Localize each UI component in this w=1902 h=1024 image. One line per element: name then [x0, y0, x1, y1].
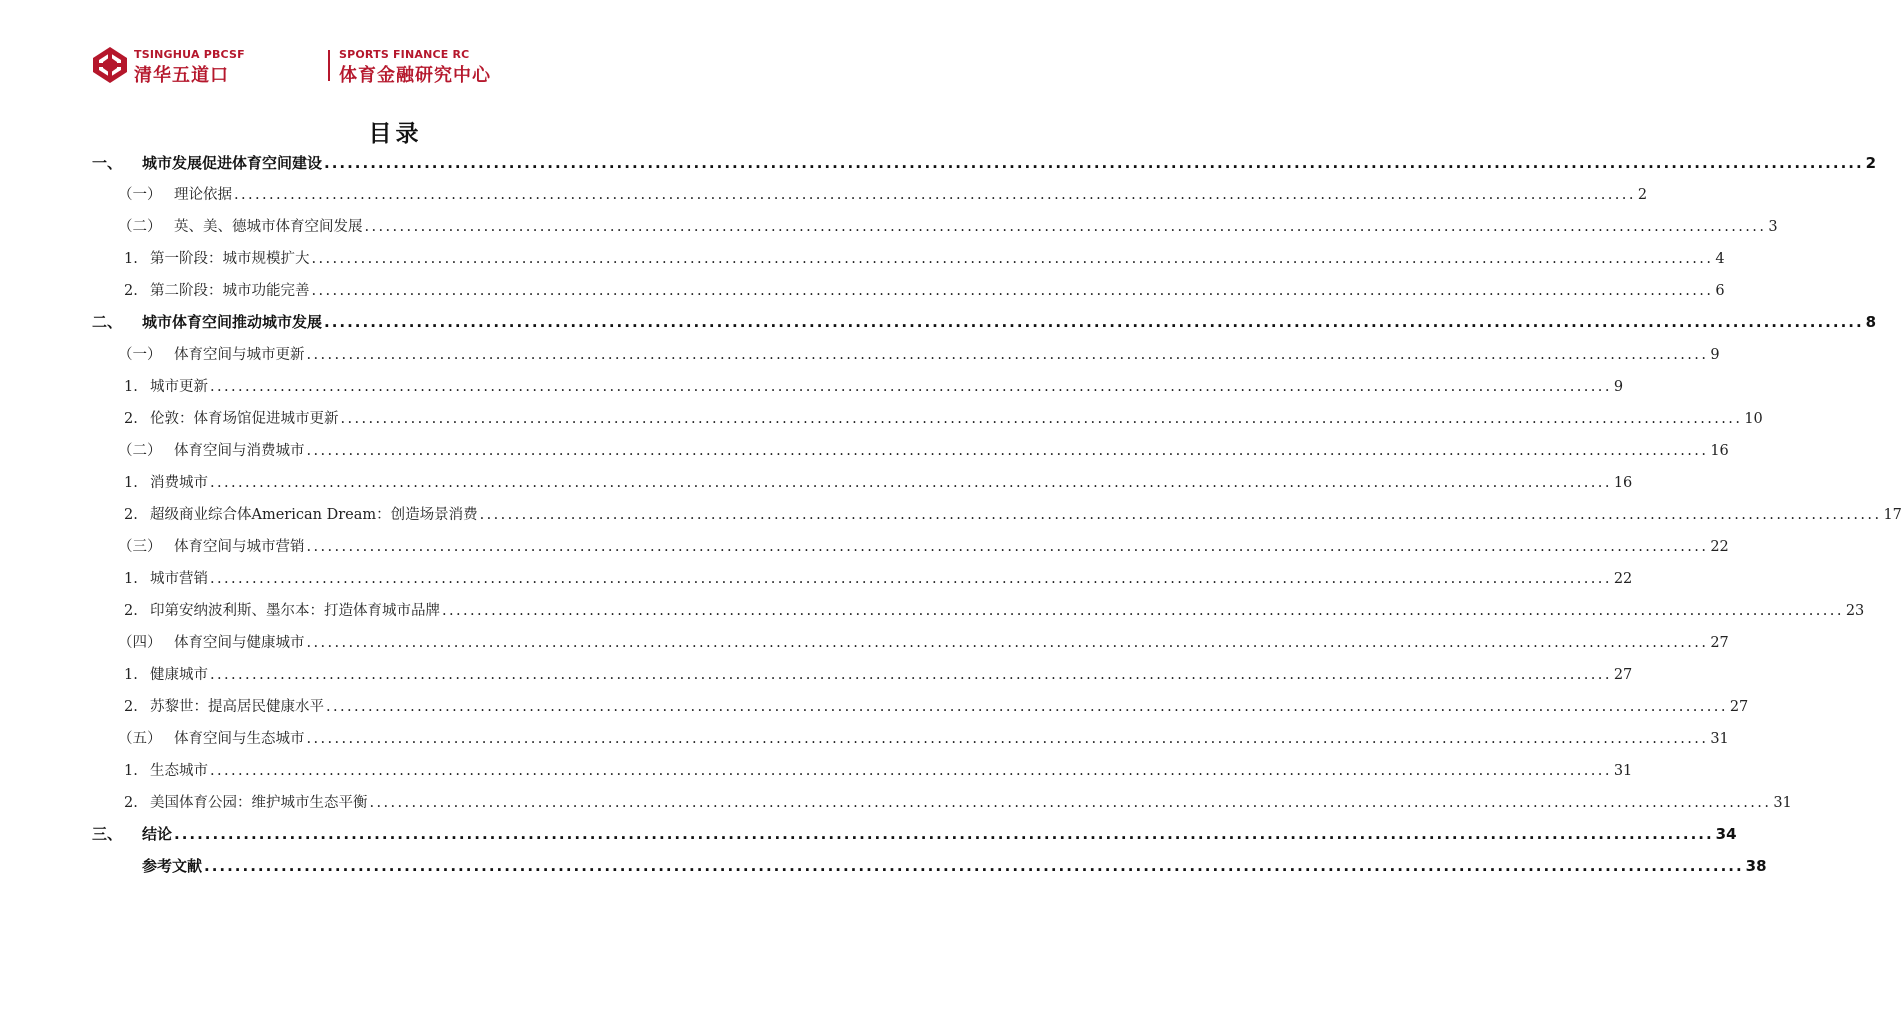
- toc-entry[interactable]: [92, 311, 1877, 333]
- toc-entry[interactable]: [124, 503, 1902, 525]
- toc-entry[interactable]: [92, 855, 1767, 877]
- toc-entry-label: [124, 791, 368, 812]
- center-chinese-name: 体育金融研究中心: [339, 65, 491, 86]
- toc-leader-dots: ........................................................................................................................................................................................................: [324, 313, 1864, 331]
- toc-entry-number: （二）: [118, 219, 162, 235]
- toc-page-number: 2: [1865, 154, 1877, 172]
- toc-entry-label: [118, 343, 305, 364]
- toc-entry[interactable]: [118, 343, 1720, 365]
- toc-entry-label: [124, 375, 208, 396]
- toc-entry[interactable]: [124, 791, 1792, 813]
- toc-leader-dots: ........................................................................................................................................................................................................: [326, 699, 1728, 715]
- toc-page-number: 17: [1883, 507, 1902, 523]
- toc-page-number: 27: [1613, 667, 1633, 683]
- toc-entry[interactable]: [92, 152, 1877, 174]
- brand-english-name: TSINGHUA PBCSF: [134, 48, 245, 61]
- toc-leader-dots: ........................................................................................................................................................................................................: [442, 603, 1844, 619]
- toc-entry[interactable]: [124, 407, 1763, 429]
- toc-page-number: 8: [1865, 313, 1877, 331]
- toc-entry-number: （一）: [118, 347, 162, 363]
- toc-page-number: 38: [1745, 857, 1767, 875]
- toc-entry-label: [118, 439, 305, 460]
- toc-page-number: 23: [1845, 603, 1865, 619]
- toc-page-number: 9: [1710, 347, 1720, 363]
- toc-entry-text: 超级商业综合体American Dream：创造场景消费: [150, 507, 478, 523]
- toc-page-number: 4: [1715, 251, 1725, 267]
- toc-leader-dots: ........................................................................................................................................................................................................: [234, 187, 1636, 203]
- toc-entry-number: 1.: [124, 475, 138, 491]
- toc-leader-dots: ........................................................................................................................................................................................................: [311, 251, 1714, 267]
- toc-entry-number: 2.: [124, 507, 138, 523]
- toc-entry-text: 英、美、德城市体育空间发展: [174, 219, 363, 235]
- toc-entry-number: 1.: [124, 667, 138, 683]
- toc-leader-dots: ........................................................................................................................................................................................................: [340, 411, 1743, 427]
- toc-leader-dots: ........................................................................................................................................................................................................: [210, 763, 1612, 779]
- toc-leader-dots: ........................................................................................................................................................................................................: [174, 825, 1714, 843]
- toc-leader-dots: ........................................................................................................................................................................................................: [479, 507, 1882, 523]
- toc-page-number: 9: [1613, 379, 1624, 395]
- toc-entry-number: 2.: [124, 283, 138, 299]
- toc-entry-label: [118, 727, 305, 748]
- toc-page-number: 31: [1710, 731, 1729, 747]
- toc-leader-dots: ........................................................................................................................................................................................................: [210, 571, 1612, 587]
- toc-entry[interactable]: [124, 279, 1725, 301]
- toc-entry-text: 城市发展促进体育空间建设: [142, 154, 323, 172]
- toc-entry[interactable]: [124, 375, 1624, 397]
- toc-entry-number: 2.: [124, 699, 138, 715]
- toc-entry-number: 一、: [92, 154, 123, 172]
- toc-entry-text: 第一阶段：城市规模扩大: [150, 251, 310, 267]
- toc-entry-text: 参考文献: [142, 857, 203, 875]
- toc-entry-number: 2.: [124, 603, 138, 619]
- center-english-name: SPORTS FINANCE RC: [339, 48, 470, 61]
- toc-entry-text: 第二阶段：城市功能完善: [150, 283, 310, 299]
- toc-entry[interactable]: [118, 439, 1729, 461]
- toc-entry-text: 伦敦：体育场馆促进城市更新: [150, 411, 339, 427]
- toc-leader-dots: ........................................................................................................................................................................................................: [306, 443, 1709, 459]
- toc-leader-dots: ........................................................................................................................................................................................................: [306, 731, 1709, 747]
- toc-entry-label: [124, 407, 339, 428]
- toc-entry-label: [124, 599, 440, 620]
- toc-title: 目录: [368, 121, 423, 147]
- toc-entry-text: 城市体育空间推动城市发展: [142, 313, 323, 331]
- toc-entry[interactable]: [124, 567, 1633, 589]
- toc-page-number: 31: [1773, 795, 1792, 811]
- toc-leader-dots: ........................................................................................................................................................................................................: [364, 219, 1767, 235]
- toc-leader-dots: ........................................................................................................................................................................................................: [210, 379, 1612, 395]
- toc-entry-label: [118, 183, 232, 204]
- toc-entry-text: 生态城市: [150, 763, 208, 779]
- toc-entry-label: [118, 535, 305, 556]
- toc-leader-dots: ........................................................................................................................................................................................................: [306, 347, 1709, 363]
- page-header: [92, 44, 712, 90]
- toc-entry-label: [118, 631, 305, 652]
- toc-entry-label: [124, 471, 208, 492]
- toc-entry-number: 1.: [124, 571, 138, 587]
- toc-entry[interactable]: [118, 535, 1729, 557]
- toc-entry-number: 2.: [124, 411, 138, 427]
- toc-entry[interactable]: [124, 599, 1865, 621]
- toc-page-number: 22: [1710, 539, 1729, 555]
- toc-entry-label: [124, 759, 208, 780]
- toc-entry[interactable]: [92, 823, 1737, 845]
- toc-page-number: 31: [1613, 763, 1633, 779]
- toc-entry[interactable]: [124, 759, 1633, 781]
- toc-leader-dots: ........................................................................................................................................................................................................: [204, 857, 1744, 875]
- toc-entry-number: 三、: [92, 825, 123, 843]
- toc-entry-text: 城市营销: [150, 571, 208, 587]
- toc-entry-label: [124, 503, 478, 524]
- toc-leader-dots: ........................................................................................................................................................................................................: [311, 283, 1714, 299]
- toc-entry-text: 体育空间与生态城市: [174, 731, 305, 747]
- toc-entry-text: 体育空间与城市营销: [174, 539, 305, 555]
- toc-entry-text: 苏黎世：提高居民健康水平: [150, 699, 324, 715]
- toc-entry-number: 1.: [124, 763, 138, 779]
- toc-entry[interactable]: [124, 247, 1725, 269]
- brand-chinese-name: 清华五道口: [134, 65, 229, 86]
- toc-entry-text: 理论依据: [174, 187, 232, 203]
- toc-page-number: 6: [1715, 283, 1725, 299]
- toc-leader-dots: ........................................................................................................................................................................................................: [210, 667, 1612, 683]
- toc-page-number: 34: [1715, 825, 1737, 843]
- toc-page-number: 3: [1768, 219, 1778, 235]
- toc-entry-label: [92, 855, 202, 876]
- toc-entry-text: 体育空间与城市更新: [174, 347, 305, 363]
- toc-entry-label: [124, 279, 310, 300]
- toc-entry-label: [92, 152, 322, 173]
- toc-entry-number: 1.: [124, 251, 138, 267]
- toc-leader-dots: ........................................................................................................................................................................................................: [324, 154, 1864, 172]
- brand-divider: [328, 50, 330, 81]
- toc-entry-number: 二、: [92, 313, 123, 331]
- toc-entry-text: 体育空间与健康城市: [174, 635, 305, 651]
- toc-entry-number: （四）: [118, 635, 162, 651]
- toc-entry-label: [124, 663, 208, 684]
- toc-entry-number: （一）: [118, 187, 162, 203]
- toc-page-number: 22: [1613, 571, 1633, 587]
- toc-entry-text: 体育空间与消费城市: [174, 443, 305, 459]
- toc-entry-number: （二）: [118, 443, 162, 459]
- toc-entry-label: [124, 567, 208, 588]
- toc-entry-text: 结论: [142, 825, 173, 843]
- toc-entry-text: 消费城市: [150, 475, 208, 491]
- toc-entry-label: [92, 311, 322, 332]
- toc-page-number: 16: [1710, 443, 1729, 459]
- toc-entry[interactable]: [118, 727, 1729, 749]
- toc-page-number: 27: [1710, 635, 1729, 651]
- toc-entry-label: [124, 247, 310, 268]
- toc-entry-label: [118, 215, 363, 236]
- toc-entry-number: 2.: [124, 795, 138, 811]
- toc-leader-dots: ........................................................................................................................................................................................................: [306, 539, 1709, 555]
- toc-entry-number: 1.: [124, 379, 138, 395]
- toc-entry-text: 城市更新: [150, 379, 208, 395]
- toc-entry-number: （三）: [118, 539, 162, 555]
- toc-entry[interactable]: [124, 471, 1633, 493]
- toc-entry-text: 健康城市: [150, 667, 208, 683]
- toc-leader-dots: ........................................................................................................................................................................................................: [210, 475, 1612, 491]
- tsinghua-pbcsf-logo-icon: [92, 46, 128, 84]
- toc-page-number: 27: [1729, 699, 1749, 715]
- toc-entry[interactable]: [118, 215, 1778, 237]
- toc-entry[interactable]: [124, 695, 1749, 717]
- toc-entry-label: [124, 695, 324, 716]
- toc-entry-text: 印第安纳波利斯、墨尔本：打造体育城市品牌: [150, 603, 440, 619]
- toc-entry[interactable]: [118, 631, 1729, 653]
- toc-entry-text: 美国体育公园：维护城市生态平衡: [150, 795, 368, 811]
- toc-page-number: 10: [1744, 411, 1763, 427]
- toc-entry-number: （五）: [118, 731, 162, 747]
- toc-entry[interactable]: [118, 183, 1648, 205]
- toc-leader-dots: ........................................................................................................................................................................................................: [306, 635, 1709, 651]
- toc-leader-dots: ........................................................................................................................................................................................................: [369, 795, 1772, 811]
- toc-entry-label: [92, 823, 172, 844]
- toc-page-number: 16: [1613, 475, 1633, 491]
- toc-page-number: 2: [1637, 187, 1648, 203]
- toc-entry[interactable]: [124, 663, 1633, 685]
